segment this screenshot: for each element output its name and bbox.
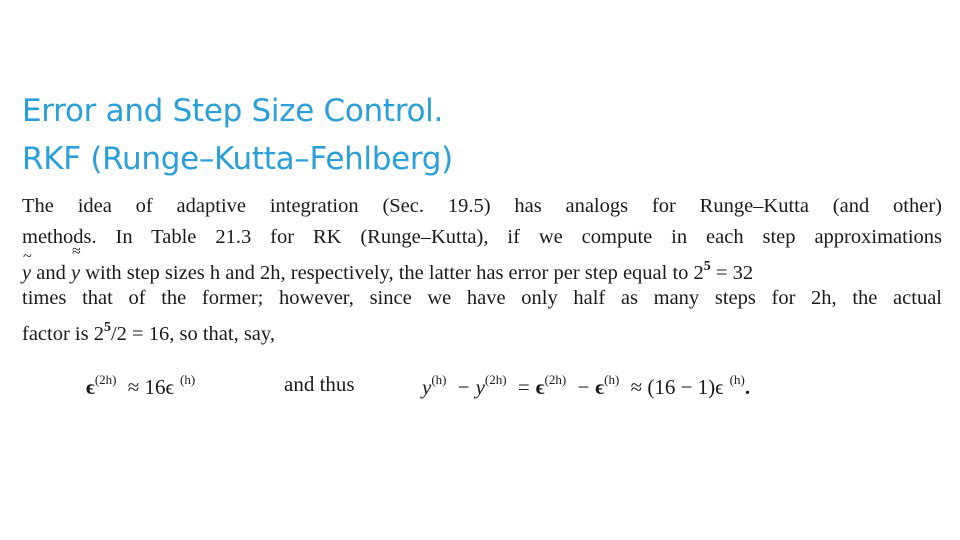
- paragraph-line-4: times that of the former; however, since we have only half as many steps for 2h, the actual: [22, 286, 942, 309]
- exponent-5: 5: [703, 259, 711, 275]
- paragraph-line-2: methods. In Table 21.3 for RK (Runge–Kutta), if we compute in each step approximations: [22, 225, 942, 248]
- equation-connector: and thus: [284, 372, 355, 396]
- slide-title: [22, 87, 453, 183]
- title-line-2: RKF (Runge–Kutta–Fehlberg): [22, 141, 453, 177]
- equation-left: $\epsilon^{(2h)} \approx 16\epsilon$ $^{(h)}$: [86, 372, 196, 399]
- y-tilde-symbol: ~ y: [22, 248, 32, 285]
- exponent-5-second: 5: [103, 320, 111, 336]
- title-line-1: Error and Step Size Control.: [22, 93, 444, 129]
- paragraph-line-5: factor is $2^5/2 = 16$, so that, say,: [22, 320, 275, 346]
- equation-right: $y^{(h)} - y^{(2h)} = \epsilon^{(2h)} - \epsilon^{(h)} \approx (16 - 1)\epsilon$ $^{(h)}$.: [422, 372, 751, 399]
- y-double-tilde-symbol: ≈ y: [70, 243, 81, 285]
- paragraph-line-3: ~ y and ≈ y with step sizes h and 2h, respectively, the latter has error per step equal to $2^5 = 32$: [22, 252, 942, 283]
- body-paragraph: [22, 191, 942, 344]
- paragraph-line-1: The idea of adaptive integration (Sec. 19.5) has analogs for Runge–Kutta (and other): [22, 195, 942, 217]
